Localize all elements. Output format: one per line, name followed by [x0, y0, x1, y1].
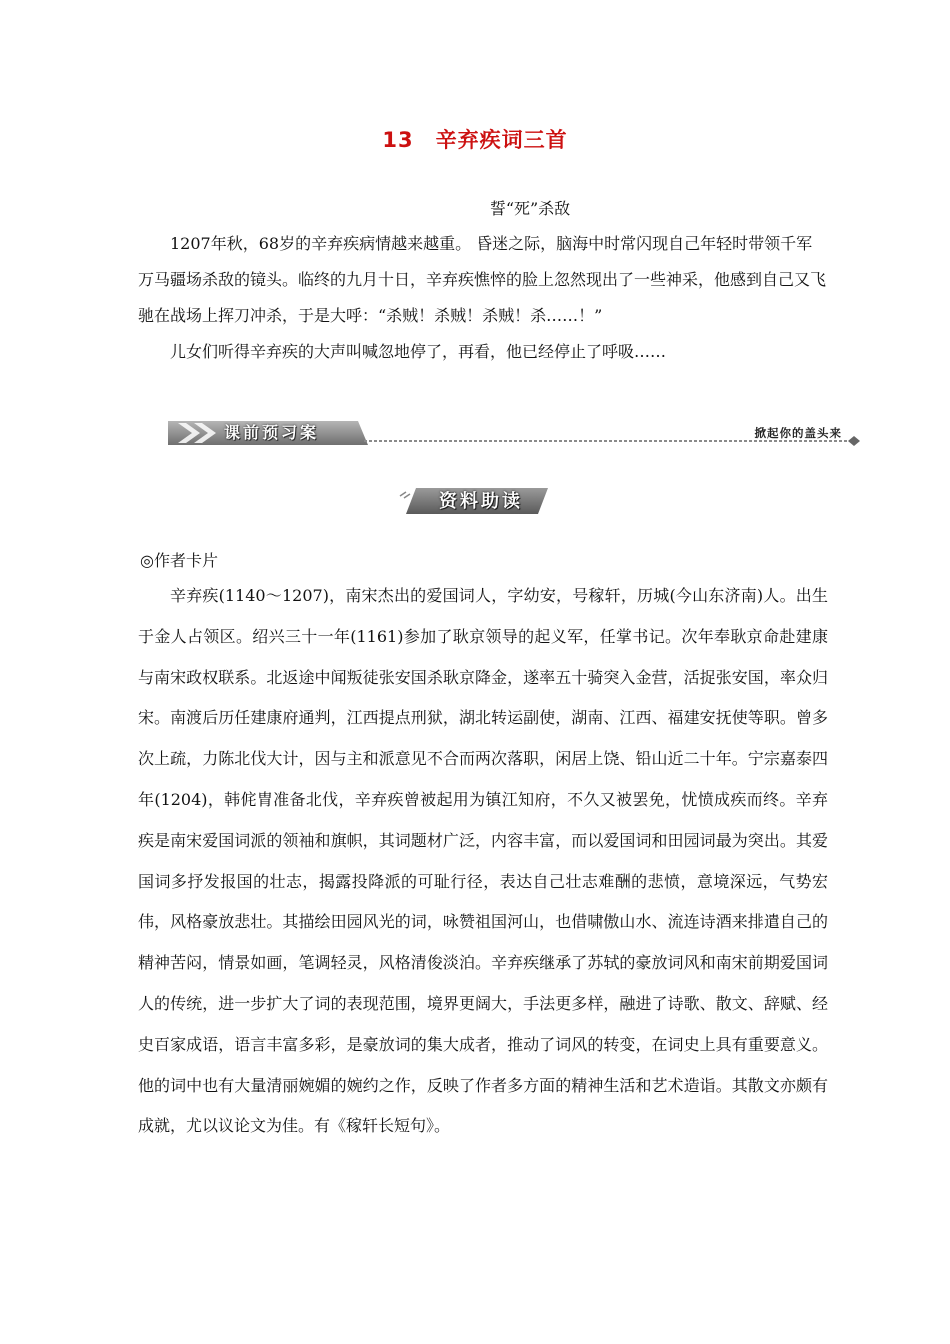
section-label: 资料助读 [439, 491, 523, 512]
lesson-number: 13 [382, 128, 414, 152]
author-card-text: 辛弃疾(1140～1207)，南宋杰出的爱国词人，字幼安，号稼轩，历城(今山东济南)人。出生于金人占领区。绍兴三十一年(1161)参加了耿京领导的起义军，任掌书记。次年奉耿京命赴建康与南宋政权联系。北返途中闻叛徒张安国杀耿京降金，遂率五十骑突入金营，活捉张安国，率众归宋。南渡后历任建康府通判，江西提点刑狱，湖北转运副使，湖南、江西、福建安抚使等职。曾多次上疏，力陈北伐大计，因与主和派意见不合而两次落职，闲居上饶、铅山近二十年。宁宗嘉泰四年(1204)，韩侂胄准备北伐，辛弃疾曾被起用为镇江知府，不久又被罢免，忧愤成疾而终。辛弃疾是南宋爱国词派的领袖和旗帜，其词题材广泛，内容丰富，而以爱国词和田园词最为突出。其爱国词多抒发报国的壮志，揭露投降派的可耻行径，表达自己壮志难酬的悲愤，意境深远，气势宏伟，风格豪放悲壮。其描绘田园风光的词，咏赞祖国河山，也借啸傲山水、流连诗酒来排遣自己的精神苦闷，情景如画，笔调轻灵，风格清俊淡泊。辛弃疾继承了苏轼的豪放词风和南宋前期爱国词人的传统，进一步扩大了词的表现范围，境界更阔大，手法更多样，融进了诗歌、散文、辞赋、经史百家成语，语言丰富多彩，是豪放词的集大成者，推动了词风的转变，在词史上具有重要意义。他的词中也有大量清丽婉媚的婉约之作，反映了作者多方面的精神生活和艺术造诣。其散文亦颇有成就，尤以议论文为佳。有《稼轩长短句》。 [138, 586, 828, 1136]
lesson-title: 辛弃疾词三首 [435, 128, 568, 152]
banner-right-text: 掀起你的盖头来 [754, 426, 842, 440]
preview-banner [168, 419, 868, 449]
story-paragraph-2: 儿女们听得辛弃疾的大声叫喊忽地停了，再看，他已经停止了呼吸…… [170, 342, 667, 361]
page-title [0, 124, 950, 154]
story-paragraph-1: 1207年秋，68岁的辛弃疾病情越来越重。 昏迷之际，脑海中时常闪现自己年轻时带领千军万马疆场杀敌的镜头。临终的九月十日，辛弃疾憔悴的脸上忽然现出了一些神采，他感到自己又飞驰在战场上挥刀冲杀，于是大呼：“杀贼！杀贼！杀贼！杀……！” [138, 234, 827, 325]
banner-label: 课前预习案 [224, 423, 320, 442]
section-header [398, 484, 552, 518]
author-card-body [138, 576, 828, 1147]
author-card-title: ◎作者卡片 [140, 551, 218, 570]
story-heading: 誓“死”杀敌 [489, 199, 571, 218]
story-block [138, 226, 828, 370]
